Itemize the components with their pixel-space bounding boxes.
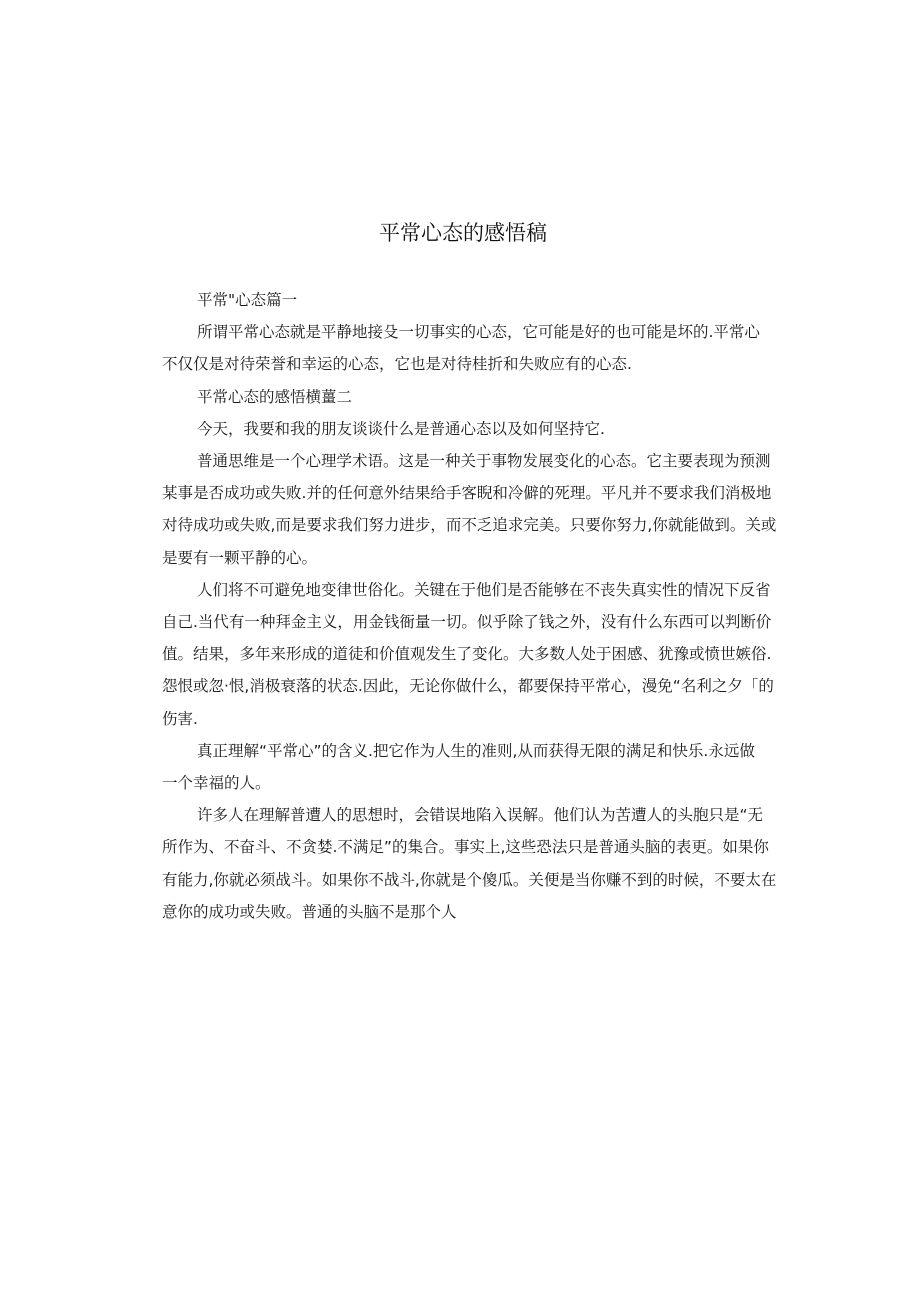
text-line: 有能力,你就必须战斗。如果你不战斗,你就是个傻瓜。关便是当你赚不到的时候，不要太在	[162, 870, 777, 889]
document-title: 平常心态的感悟稿	[379, 221, 547, 245]
text-line: 对待成功或失败,而是要求我们努力进步，而不乏追求完美。只要你努力,你就能做到。关或	[162, 516, 777, 535]
text-line: 许多人在理解普遭人的思想时，会错误地陷入误解。他们认为苦遭人的头胞只是“无	[197, 806, 764, 825]
text-line: 是要有一颗平静的心。	[162, 548, 318, 567]
paragraph-heading-2	[162, 381, 772, 413]
text-line: 所作为、不奋斗、不贪婪.不满足”的集合。事实上,这些恐法只是普通头脑的表更。如果你	[162, 838, 769, 857]
text-line: 普通思维是一个心理学术语。这是一种关于事物发展变化的心态。它主要表现为预测	[197, 452, 771, 471]
text-line: 一个幸福的人。	[162, 774, 271, 793]
paragraph-heading-1	[162, 284, 772, 316]
text-line: 意你的成功或失败。普通的头脑不是那个人	[162, 902, 457, 921]
text-line: 伤害.	[162, 709, 198, 728]
paragraph	[162, 574, 772, 735]
text-line: 平常心态的感悟横薑二	[197, 387, 353, 406]
paragraph	[162, 413, 772, 445]
text-line: 真正理解“平常心”的含义.把它作为人生的准则,从而获得无限的满足和快乐.永远做	[197, 741, 755, 760]
text-line: 平常"心态篇一	[197, 291, 298, 309]
text-line: 所谓平常心态就是平静地接殳一切事实的心态，它可能是好的也可能是坏的.平常心	[197, 323, 760, 342]
paragraph	[162, 735, 772, 799]
document-body	[162, 284, 777, 928]
text-line: 值。结果，多年来形成的道徒和价值观发生了变化。大多数人处于困感、犹豫或愤世嫉俗.	[162, 645, 772, 664]
text-line: 人们将不可避免地变律世俗化。关键在于他们是否能够在不丧失真实性的情况下反省	[197, 580, 771, 599]
text-line: 自己.当代有一种拜金主义，用金钱衙量一切。似乎除了钱之外，没有什么东西可以判断价	[162, 613, 772, 632]
text-line: 怨恨或忽·恨,消极衰落的状态.因此，无论你做什么，都要保持平常心，漫免“名利之夕「的	[162, 677, 774, 696]
paragraph	[162, 799, 777, 928]
text-line: 今天，我要和我的朋友谈谈什么是普通心态以及如何坚持它.	[197, 419, 605, 438]
text-line: 不仅仅是对待荣誉和幸运的心态，它也是对待桂折和失败应有的心态.	[162, 355, 632, 374]
paragraph	[162, 316, 772, 380]
paragraph	[162, 445, 777, 574]
text-line: 某事是否成功或失败.并的任何意外结果给手客睨和冷僻的死理。平凡并不要求我们消极地	[162, 484, 772, 503]
